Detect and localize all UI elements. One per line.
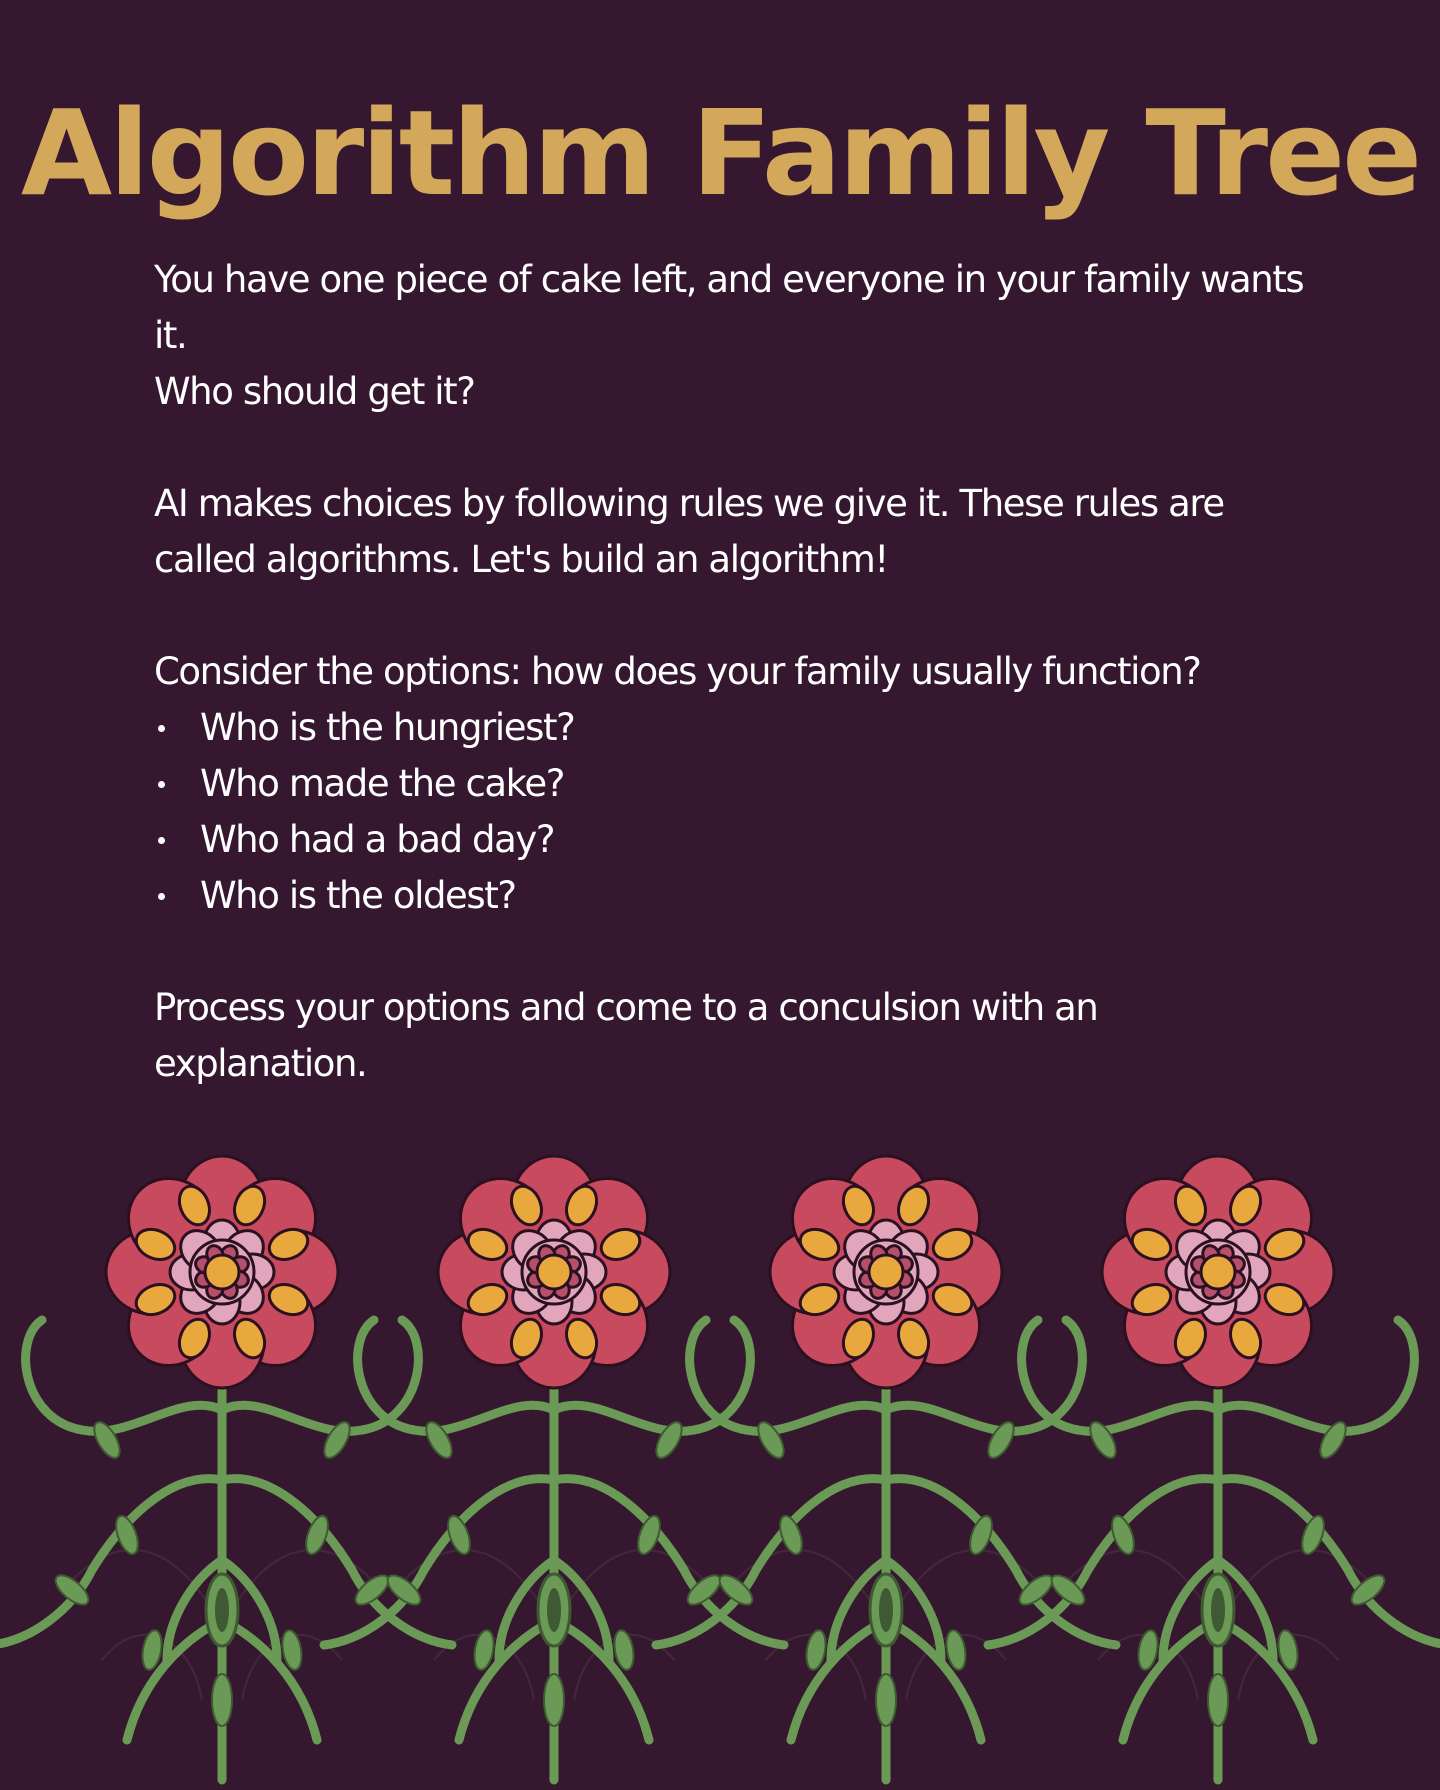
conclusion-paragraph: Process your options and come to a conculsion with an explanation. xyxy=(154,986,1098,1085)
intro-question: Who should get it? xyxy=(154,370,475,413)
options-intro: Consider the options: how does your family usually function? xyxy=(154,650,1201,693)
bullet-icon xyxy=(158,781,165,788)
algorithm-paragraph: AI makes choices by following rules we give it. These rules are called algorithms. Let's build an algorithm! xyxy=(154,482,1224,581)
page-title: Algorithm Family Tree xyxy=(20,84,1420,222)
list-item: Who is the oldest? xyxy=(154,868,1304,924)
options-list xyxy=(154,700,1304,924)
flower-icon xyxy=(438,1156,670,1388)
flower-icon xyxy=(1102,1156,1334,1388)
flower-icon xyxy=(106,1156,338,1388)
flower-plant xyxy=(324,1156,784,1780)
content-body xyxy=(154,252,1304,1092)
bullet-icon xyxy=(158,725,165,732)
bullet-icon xyxy=(158,893,165,900)
list-item: Who is the hungriest? xyxy=(154,700,1304,756)
list-item: Who made the cake? xyxy=(154,756,1304,812)
flower-plant xyxy=(656,1156,1116,1780)
intro-paragraph: You have one piece of cake left, and everyone in your family wants it. xyxy=(154,258,1304,357)
floral-border-illustration xyxy=(0,1140,1440,1790)
list-item: Who had a bad day? xyxy=(154,812,1304,868)
flower-plant xyxy=(988,1156,1440,1780)
flower-icon xyxy=(770,1156,1002,1388)
flower-plant xyxy=(0,1156,452,1780)
bullet-icon xyxy=(158,837,165,844)
